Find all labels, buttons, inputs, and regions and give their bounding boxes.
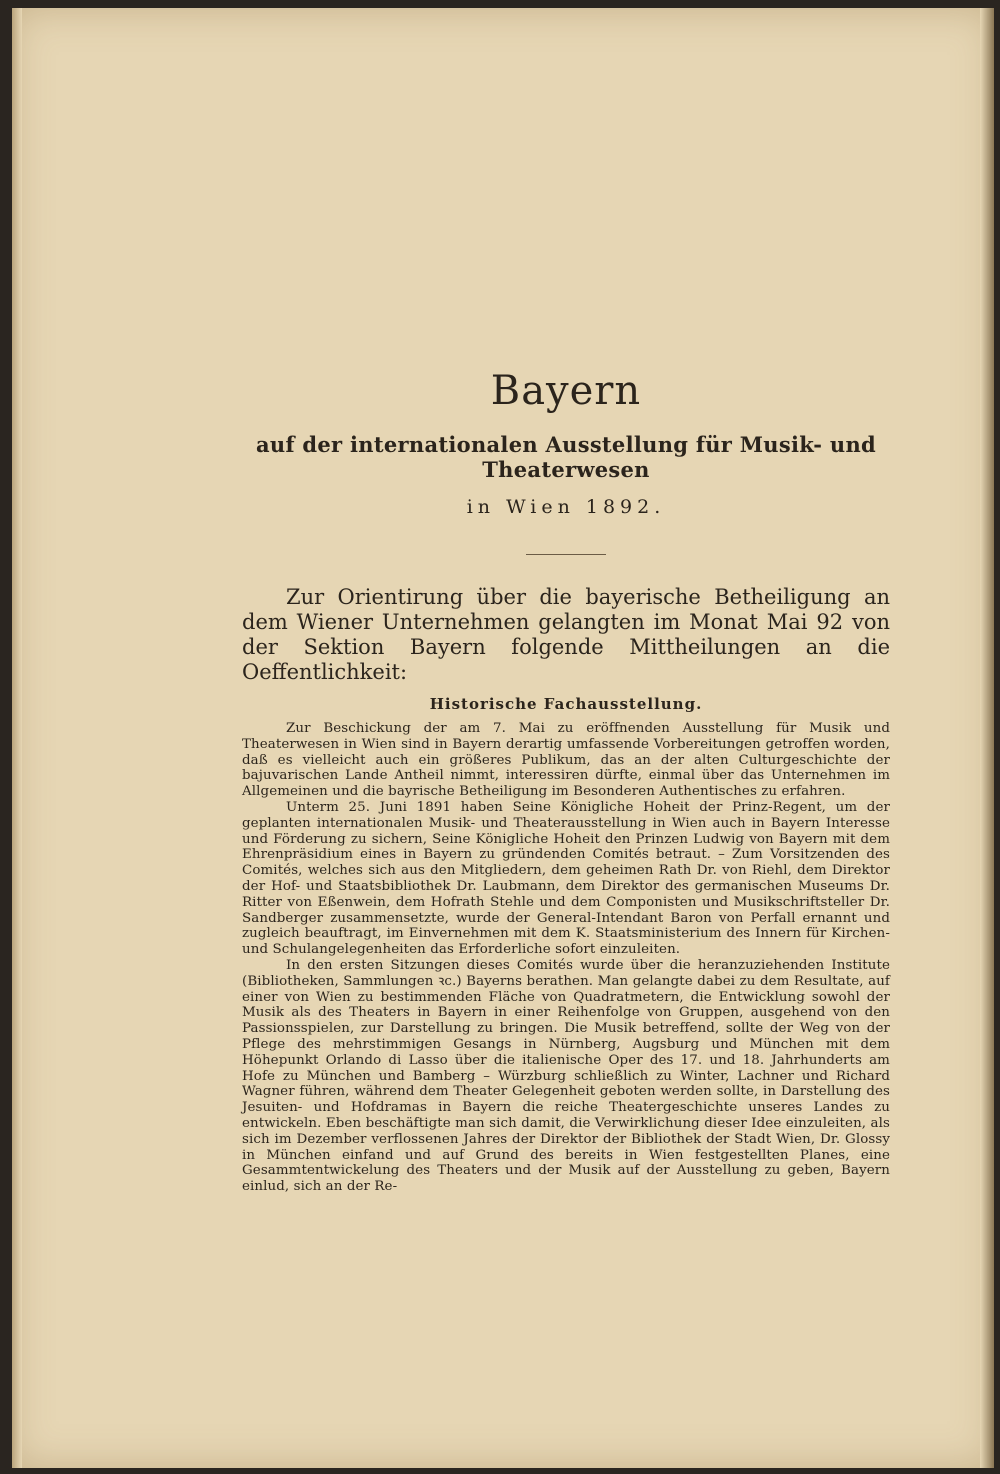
title-divider [526, 554, 606, 555]
body-paragraph-2: Unterm 25. Juni 1891 haben Seine Königliche Hoheit der Prinz-Regent, um der geplanten internationalen Musik- und Theaterausstellung in Wien auch in Bayern Interesse und Förderung zu sichern, Seine Königliche Hoheit den Prinzen Ludwig von Bayern mit dem Ehrenpräsidium eines in Bayern zu gründenden Comités betraut. – Zum Vorsitzenden des Comités, welches sich aus den Mitgliedern, dem geheimen Rath Dr. von Riehl, dem Direktor der Hof- und Staatsbibliothek Dr. Laubmann, dem Direktor des germanischen Museums Dr. Ritter von Eßenwein, dem Hofrath Stehle und dem Componisten und Musikschriftsteller Dr. Sandberger zusammensetzte, wurde der General-Intendant Baron von Perfall ernannt und zugleich beauftragt, im Einvernehmen mit dem K. Staatsministerium des Innern für Kirchen- und Schulangelegenheiten das Erforderliche sofort einzuleiten. [242, 799, 890, 958]
intro-paragraph: Zur Orientirung über die bayerische Betheiligung an dem Wiener Unternehmen gelangten im Monat Mai 92 von der Sektion Bayern folgende Mittheilungen an die Oeffentlichkeit: [242, 585, 890, 684]
place-and-year: in Wien 1892. [466, 496, 666, 518]
body-paragraph-3: In den ersten Sitzungen dieses Comités wurde über die heranzuziehenden Institute (Bibliotheken, Sammlungen ꝛc.) Bayerns berathen. Man gelangte dabei zu dem Resultate, auf einer von Wien zu bestimmenden Fläche von Quadratmetern, die Entwicklung sowohl der Musik als des Theaters in Bayern in einer Reihenfolge von Gruppen, ausgehend von den Passionsspielen, zur Darstellung zu bringen. Die Musik betreffend, sollte der Weg von der Pflege des mehrstimmigen Gesangs in Nürnberg, Augsburg und München mit dem Höhepunkt Orlando di Lasso über die italienische Oper des 17. und 18. Jahrhunderts am Hofe zu München und Bamberg – Würzburg schließlich zu Winter, Lachner und Richard Wagner führen, während dem Theater Gelegenheit geboten werden sollte, in Darstellung des Jesuiten- und Hofdramas in Bayern die reiche Theatergeschichte unseres Landes zu entwickeln. Eben beschäftigte man sich damit, die Verwirklichung dieser Idee einzuleiten, als sich im Dezember verflossenen Jahres der Direktor der Bibliothek der Stadt Wien, Dr. Glossy in München einfand und auf Grund des bereits in Wien festgestellten Planes, eine Gesammtentwickelung des Theaters und der Musik auf der Ausstellung zu geben, Bayern einlud, sich an der Re- [242, 957, 890, 1195]
section-heading: Historische Fachausstellung. [429, 695, 703, 713]
page-content [242, 358, 890, 1195]
page-edge [980, 8, 994, 1468]
page-gutter [12, 8, 22, 1468]
book-page [12, 8, 994, 1468]
page-subtitle: auf der internationalen Ausstellung für Musik- und Theaterwesen [255, 432, 877, 482]
page-title: Bayern [490, 368, 642, 414]
body-paragraph-1: Zur Beschickung der am 7. Mai zu eröffnenden Ausstellung für Musik und Theaterwesen in Wien sind in Bayern derartig umfassende Vorbereitungen getroffen worden, daß es vielleicht auch ein größeres Publikum, das an der alten Culturgeschichte der bajuvarischen Lande Antheil nimmt, interessiren dürfte, einmal über das Unternehmen im Allgemeinen und die bayrische Betheiligung im Besonderen Authentisches zu erfahren. [242, 721, 890, 800]
